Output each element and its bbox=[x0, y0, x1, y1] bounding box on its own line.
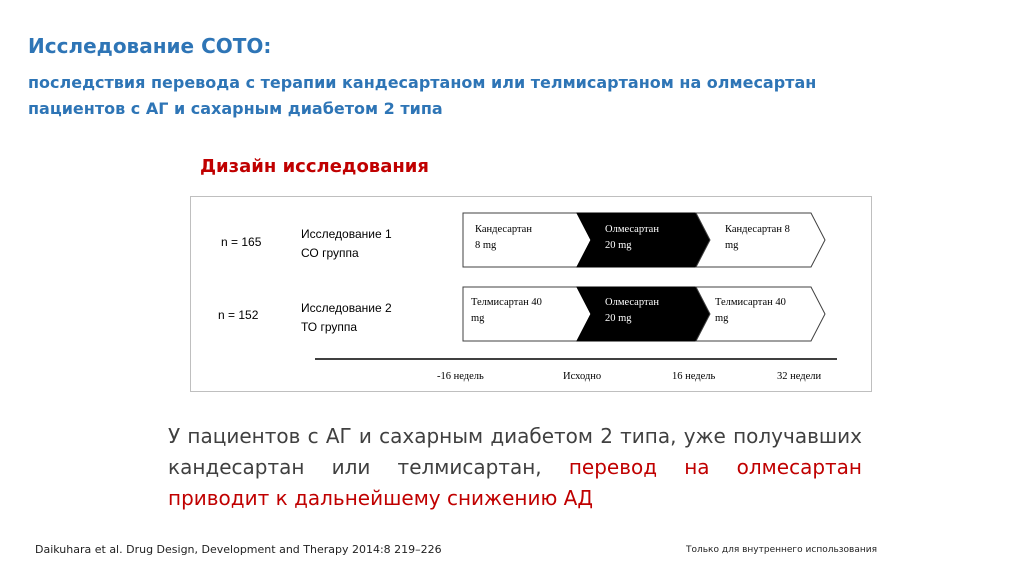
study-design-diagram bbox=[190, 196, 872, 392]
row2-n: n = 152 bbox=[218, 308, 259, 322]
subtitle-line-2: пациентов с АГ и сахарным диабетом 2 типа bbox=[28, 99, 443, 118]
timeline-label-baseline: Исходно bbox=[563, 371, 602, 382]
subtitle-line-1: последствия перевода с терапии кандесартаном или телмисартаном на олмесартан bbox=[28, 73, 817, 92]
row2-study-label: Исследование 2 bbox=[301, 301, 392, 315]
citation: Daikuhara et al. Drug Design, Development and Therapy 2014:8 219–226 bbox=[35, 543, 442, 556]
conclusion-text bbox=[168, 421, 862, 514]
row1-phase3-text: Кандесартан 8 mg bbox=[725, 224, 790, 251]
row2-phase1-text: Телмисартан 40 mg bbox=[471, 297, 542, 324]
slide-title: Исследование СОТО: bbox=[28, 34, 272, 58]
row1-group-label: СО группа bbox=[301, 246, 359, 260]
row1-phase1-text: Кандесартан 8 mg bbox=[475, 224, 532, 251]
conclusion-plain: У пациентов с АГ и сахарным диабетом 2 типа, уже получавших кандесартан или телмисартан, bbox=[168, 424, 862, 479]
internal-use-note: Только для внутреннего использования bbox=[686, 545, 878, 555]
row1-study-label: Исследование 1 bbox=[301, 227, 392, 241]
timeline-label-32: 32 недели bbox=[777, 371, 822, 382]
row2-group-label: ТО группа bbox=[301, 320, 358, 334]
slide-subtitle bbox=[28, 70, 816, 122]
timeline-label-16: 16 недель bbox=[672, 371, 716, 382]
row2-phase2-text: Олмесартан 20 mg bbox=[605, 297, 659, 324]
row2-phase3-text: Телмисартан 40 mg bbox=[715, 297, 786, 324]
timeline-label-minus16: -16 недель bbox=[437, 371, 484, 382]
conclusion-highlight: перевод на олмесартан приводит к дальнейшему снижению АД bbox=[168, 455, 863, 510]
row1-n: n = 165 bbox=[221, 235, 262, 249]
row1-phase2-text: Олмесартан 20 mg bbox=[605, 224, 659, 251]
design-title: Дизайн исследования bbox=[200, 156, 429, 177]
